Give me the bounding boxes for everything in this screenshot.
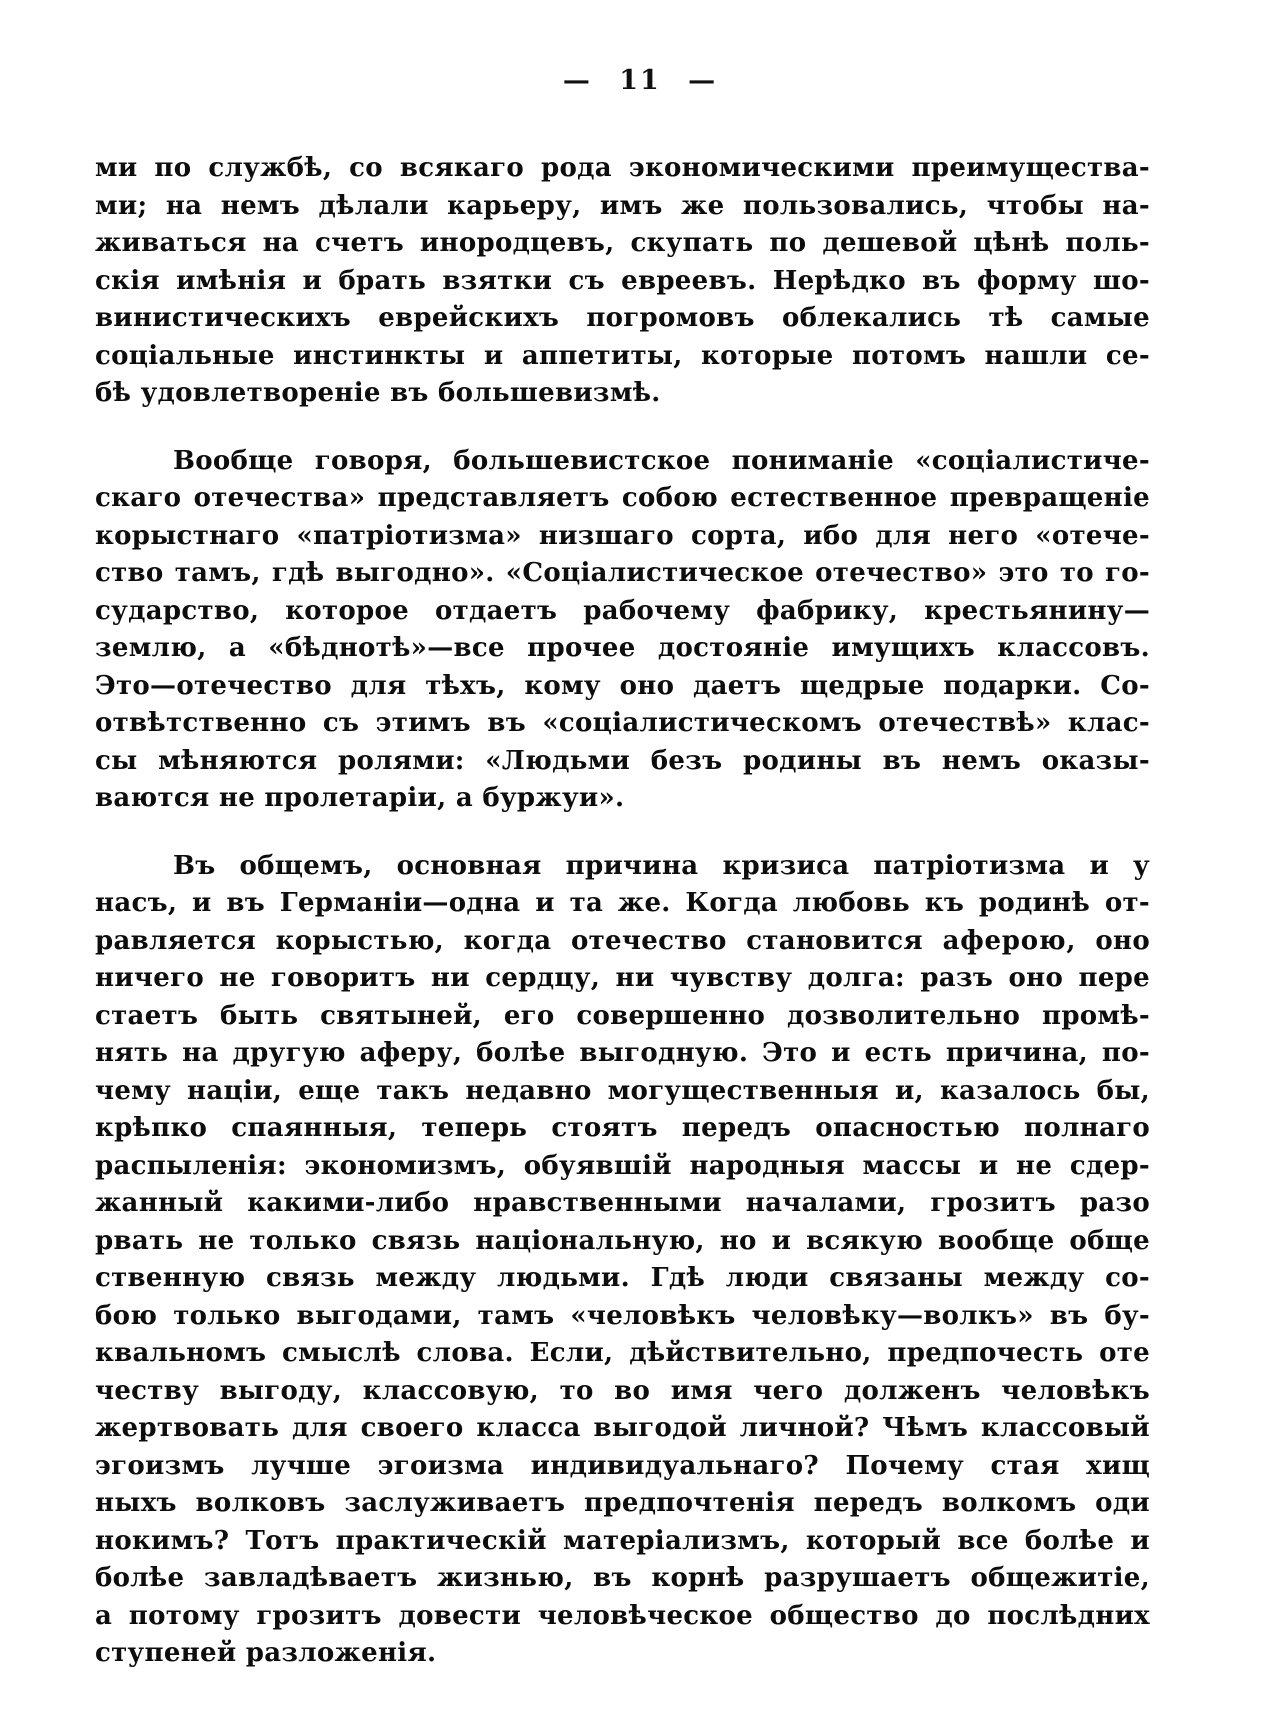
text-line: чему націи, еще такъ недавно могущественныя и, казалось бы,	[95, 1075, 1150, 1106]
text-line: жертвовать для своего класса выгодой личной? Чѣмъ классовый	[95, 1413, 1150, 1443]
text-line: нокимъ? Тотъ практическій матеріализмъ, который все болѣе и	[95, 1525, 1150, 1556]
text-line: сударство, которое отдаетъ рабочему фабрику, крестьянину—	[95, 595, 1150, 626]
text-line: винистическихъ еврейскихъ погромовъ облекались тѣ самые	[95, 303, 1150, 333]
text-line: квальномъ смыслѣ слова. Если, дѣйствительно, предпочесть оте	[95, 1338, 1150, 1368]
text-line: сы мѣняются ролями: «Людьми безъ родины въ немъ оказы-	[95, 745, 1150, 776]
text-line: скія имѣнія и брать взятки съ евреевъ. Нерѣдко въ форму шо-	[95, 265, 1150, 296]
text-line: распыленія: экономизмъ, обуявшій народныя массы и не сдер-	[95, 1150, 1150, 1181]
text-line: жанный какими-либо нравственными началами, грозитъ разо	[95, 1188, 1150, 1218]
text-line: нять на другую аферу, болѣе выгодную. Это и есть причина, по-	[95, 1038, 1150, 1068]
text-line: ныхъ волковъ заслуживаетъ предпочтенія передъ волкомъ оди	[95, 1488, 1150, 1518]
page-number: — 11 —	[562, 65, 718, 96]
text-line: крѣпко спаянныя, теперь стоятъ передъ опасностью полнаго	[95, 1113, 1150, 1143]
text-line: ство тамъ, гдѣ выгодно». «Соціалистическое отечество» это то го-	[95, 558, 1150, 588]
text-line: скаго отечества» представляетъ собою естественное превращеніе	[95, 483, 1150, 513]
text-line: живаться на счетъ инородцевъ, скупать по дешевой цѣнѣ поль-	[95, 228, 1150, 258]
text-line: ваются не пролетаріи, а буржуи».	[95, 783, 625, 813]
text-line: болѣе завладѣваетъ жизнью, въ корнѣ разрушаетъ общежитіе,	[95, 1563, 1150, 1593]
text-line: соціальные инстинкты и аппетиты, которые потомъ нашли се-	[95, 340, 1150, 371]
text-line: землю, а «бѣднотѣ»—все прочее достояніе имущихъ классовъ.	[95, 633, 1150, 663]
text-line: Это—отечество для тѣхъ, кому оно даетъ щедрые подарки. Со-	[95, 670, 1150, 701]
text-line: ственную связь между людьми. Гдѣ люди связаны между со-	[95, 1263, 1150, 1293]
text-line: ми по службѣ, со всякаго рода экономическими преимущества-	[95, 153, 1150, 183]
text-line: корыстнаго «патріотизма» низшаго сорта, ибо для него «отече-	[95, 520, 1150, 551]
text-line: бѣ удовлетвореніе въ большевизмѣ.	[95, 378, 661, 408]
body-text	[95, 150, 1150, 1673]
text-line: отвѣтственно съ этимъ въ «соціалистическомъ отечествѣ» клас-	[95, 708, 1150, 738]
text-line: ничего не говоритъ ни сердцу, ни чувству долга: разъ оно пере	[95, 963, 1150, 993]
text-line: рвать не только связь національную, но и всякую вообще обще	[95, 1225, 1150, 1256]
text-line: насъ, и въ Германіи—одна и та же. Когда любовь къ родинѣ от-	[95, 888, 1150, 918]
text-line: равляется корыстью, когда отечество становится аферою, оно	[95, 925, 1150, 956]
text-line: ступеней разложенія.	[95, 1638, 437, 1668]
text-line: Въ общемъ, основная причина кризиса патріотизма и у	[173, 850, 1150, 881]
text-line: эгоизмъ лучше эгоизма индивидуальнаго? Почему стая хищ	[95, 1450, 1150, 1481]
paragraph	[95, 443, 1150, 818]
text-line: стаетъ быть святыней, его совершенно дозволительно промѣ-	[95, 1000, 1150, 1031]
text-line: бою только выгодами, тамъ «человѣкъ человѣку—волкъ» въ бу-	[95, 1300, 1150, 1331]
paragraph	[95, 848, 1150, 1673]
paragraph	[95, 150, 1150, 413]
text-line: а потому грозитъ довести человѣческое общество до послѣдних	[95, 1600, 1150, 1631]
text-line: Вообще говоря, большевистское пониманіе «соціалистиче-	[173, 445, 1150, 476]
text-line: ми; на немъ дѣлали карьеру, имъ же пользовались, чтобы на-	[95, 190, 1150, 221]
text-line: честву выгоду, классовую, то во имя чего долженъ человѣкъ	[95, 1375, 1150, 1406]
